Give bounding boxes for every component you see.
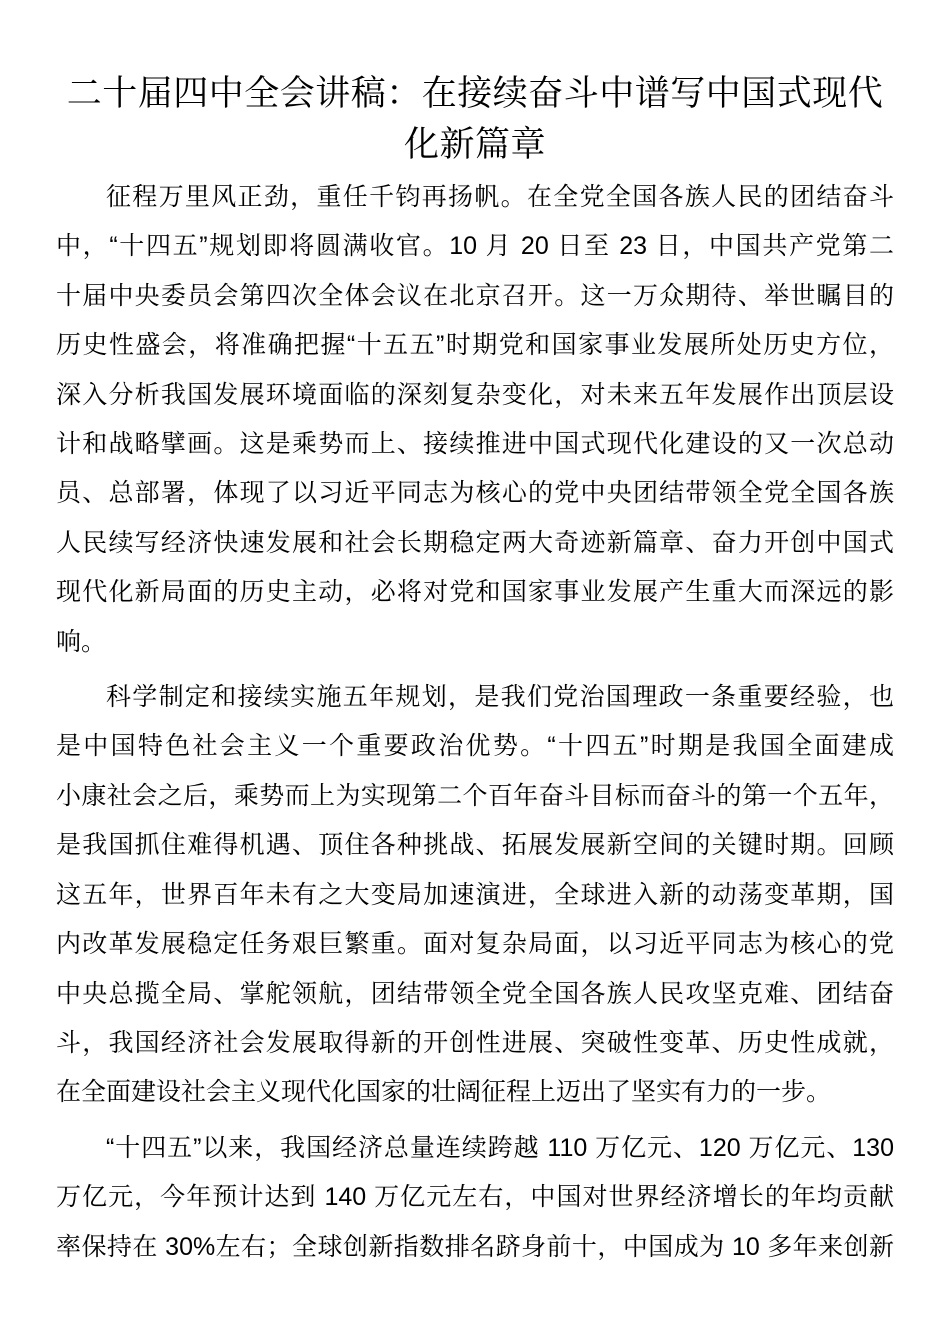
text-line: 在全面建设社会主义现代化国家的壮阔征程上迈出了坚实有力的一步。 xyxy=(56,1078,832,1107)
text-line: 中央总揽全局、掌舵领航，团结带领全党全国各族人民攻坚克难、团结奋 xyxy=(56,979,894,1008)
text-line: 历史性盛会，将准确把握“十五五”时期党和国家事业发展所处历史方位， xyxy=(56,331,894,360)
text-line: 人民续写经济快速发展和社会长期稳定两大奇迹新篇章、奋力开创中国式 xyxy=(56,528,894,557)
text-line: 计和战略擘画。这是乘势而上、接续推进中国式现代化建设的又一次总动 xyxy=(56,430,894,459)
title-line-1: 二十届四中全会讲稿：在接续奋斗中谱写中国式现代 xyxy=(66,74,884,113)
paragraph-3 xyxy=(56,1124,894,1272)
paragraph-2 xyxy=(56,673,894,1118)
text-line: 小康社会之后，乘势而上为实现第二个百年奋斗目标而奋斗的第一个五年， xyxy=(56,781,894,810)
text-line: 万亿元，今年预计达到 140 万亿元左右，中国对世界经济增长的年均贡献 xyxy=(56,1183,894,1212)
document-body xyxy=(56,173,894,1272)
title-line-2: 化新篇章 xyxy=(403,125,546,164)
text-line: 十届中央委员会第四次全体会议在北京召开。这一万众期待、举世瞩目的 xyxy=(56,281,894,310)
text-line: 征程万里风正劲，重任千钧再扬帆。在全党全国各族人民的团结奋斗 xyxy=(106,183,894,211)
text-line: 员、总部署，体现了以习近平同志为核心的党中央团结带领全党全国各族 xyxy=(56,479,894,508)
text-line: 斗，我国经济社会发展取得新的开创性进展、突破性变革、历史性成就， xyxy=(56,1028,894,1057)
text-line: 响。 xyxy=(56,627,107,656)
text-line: 中，“十四五”规划即将圆满收官。10 月 20 日至 23 日，中国共产党第二 xyxy=(56,232,894,261)
text-line: 深入分析我国发展环境面临的深刻复杂变化，对未来五年发展作出顶层设 xyxy=(56,380,894,409)
text-line: 科学制定和接续实施五年规划，是我们党治国理政一条重要经验，也 xyxy=(106,683,894,712)
text-line: “十四五”以来，我国经济总量连续跨越 110 万亿元、120 万亿元、130 xyxy=(106,1133,894,1162)
text-line: 这五年，世界百年未有之大变局加速演进，全球进入新的动荡变革期，国 xyxy=(56,880,894,909)
text-line: 是我国抓住难得机遇、顶住各种挑战、拓展发展新空间的关键时期。回顾 xyxy=(56,831,894,860)
text-line: 是中国特色社会主义一个重要政治优势。“十四五”时期是我国全面建成 xyxy=(56,732,894,761)
text-line: 现代化新局面的历史主动，必将对党和国家事业发展产生重大而深远的影 xyxy=(56,578,894,607)
text-line: 内改革发展稳定任务艰巨繁重。面对复杂局面，以习近平同志为核心的党 xyxy=(56,930,894,959)
text-line: 率保持在 30%左右；全球创新指数排名跻身前十，中国成为 10 多年来创新 xyxy=(56,1232,894,1261)
paragraph-1 xyxy=(56,173,894,667)
document-title xyxy=(56,68,894,170)
